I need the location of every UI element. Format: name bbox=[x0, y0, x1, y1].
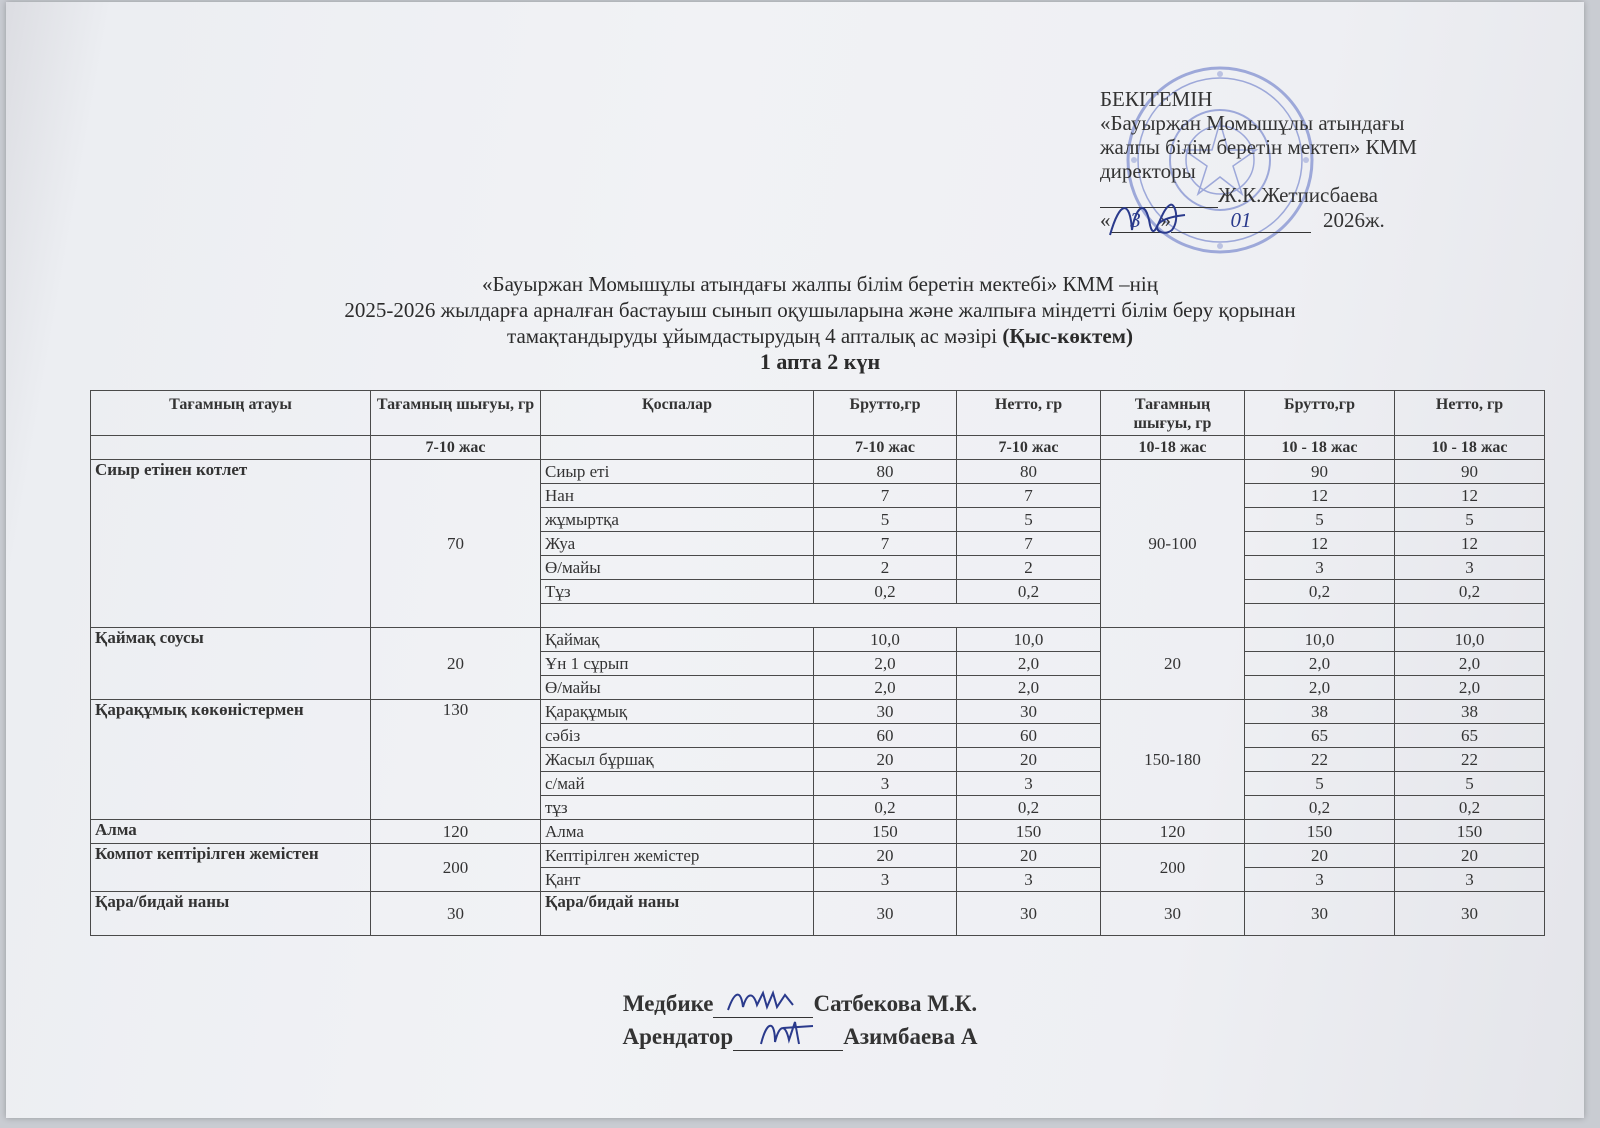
ingredient-name: Ө/майы bbox=[541, 676, 814, 700]
director-signature bbox=[1100, 190, 1190, 250]
ingredient-row bbox=[91, 700, 1545, 724]
ingredient-name: жұмыртқа bbox=[541, 508, 814, 532]
dish-name: Сиыр етінен котлет bbox=[91, 460, 371, 628]
tenant-name: Азимбаева А bbox=[843, 1024, 978, 1049]
title-line1: «Бауыржан Момышұлы атындағы жалпы білім беретін мектебі» КММ –нің bbox=[482, 272, 1158, 296]
dish-yield-10-18: 20 bbox=[1101, 628, 1245, 700]
approval-position: директоры bbox=[1100, 159, 1196, 183]
ingredient-name: Қара/бидай наны bbox=[541, 892, 814, 936]
ingredient-name: Қант bbox=[541, 868, 814, 892]
dish-yield-10-18: 30 bbox=[1101, 892, 1245, 936]
approval-signer: Ж.К.Жетписбаева bbox=[1218, 183, 1378, 207]
ingredient-row bbox=[91, 460, 1545, 484]
brutto-7-10: 0,2 bbox=[814, 580, 957, 604]
dish-name: Қарақұмық көкөністермен bbox=[91, 700, 371, 820]
netto-10-18: 12 bbox=[1395, 532, 1545, 556]
netto-7-10: 3 bbox=[957, 772, 1101, 796]
netto-10-18: 2,0 bbox=[1395, 652, 1545, 676]
nurse-signature-line bbox=[0, 991, 1600, 1018]
brutto-7-10: 10,0 bbox=[814, 628, 957, 652]
netto-7-10: 0,2 bbox=[957, 580, 1101, 604]
brutto-10-18: 10,0 bbox=[1245, 628, 1395, 652]
netto-10-18: 10,0 bbox=[1395, 628, 1545, 652]
brutto-7-10: 30 bbox=[814, 892, 957, 936]
dish-yield-7-10: 120 bbox=[371, 820, 541, 844]
netto-10-18: 5 bbox=[1395, 772, 1545, 796]
nurse-signature bbox=[723, 985, 803, 1017]
netto-7-10: 80 bbox=[957, 460, 1101, 484]
netto-10-18: 38 bbox=[1395, 700, 1545, 724]
brutto-7-10: 150 bbox=[814, 820, 957, 844]
ingredient-name: Қарақұмық bbox=[541, 700, 814, 724]
netto-10-18: 30 bbox=[1395, 892, 1545, 936]
header-cell: Брутто,гр bbox=[1245, 391, 1395, 436]
netto-10-18: 65 bbox=[1395, 724, 1545, 748]
ingredient-name: Ұн 1 сұрып bbox=[541, 652, 814, 676]
approval-heading: БЕКІТЕМІН bbox=[1100, 87, 1213, 111]
ingredient-row bbox=[91, 820, 1545, 844]
brutto-10-18: 5 bbox=[1245, 508, 1395, 532]
netto-7-10: 7 bbox=[957, 532, 1101, 556]
netto-7-10: 30 bbox=[957, 892, 1101, 936]
age-cell: 7-10 жас bbox=[371, 436, 541, 460]
ingredient-name: Жуа bbox=[541, 532, 814, 556]
netto-7-10: 7 bbox=[957, 484, 1101, 508]
dish-yield-10-18: 200 bbox=[1101, 844, 1245, 892]
ingredient-name: Нан bbox=[541, 484, 814, 508]
netto-10-18: 2,0 bbox=[1395, 676, 1545, 700]
brutto-10-18: 90 bbox=[1245, 460, 1395, 484]
ingredient-name: с/май bbox=[541, 772, 814, 796]
brutto-7-10: 30 bbox=[814, 700, 957, 724]
blank-cell bbox=[1395, 604, 1545, 628]
age-cell bbox=[91, 436, 371, 460]
dish-yield-10-18: 120 bbox=[1101, 820, 1245, 844]
date-year: 2026ж. bbox=[1323, 208, 1385, 232]
dish-name: Компот кептірілген жемістен bbox=[91, 844, 371, 892]
age-row bbox=[91, 436, 1545, 460]
age-cell bbox=[541, 436, 814, 460]
netto-10-18: 3 bbox=[1395, 556, 1545, 580]
header-cell: Тағамның шығуы, гр bbox=[1101, 391, 1245, 436]
approval-org-line2: жалпы білім беретін мектеп» КММ bbox=[1100, 135, 1417, 159]
ingredient-row bbox=[91, 844, 1545, 868]
netto-7-10: 20 bbox=[957, 748, 1101, 772]
brutto-10-18: 12 bbox=[1245, 532, 1395, 556]
header-cell: Тағамның атауы bbox=[91, 391, 371, 436]
netto-10-18: 22 bbox=[1395, 748, 1545, 772]
netto-7-10: 0,2 bbox=[957, 796, 1101, 820]
ingredient-name: Сиыр еті bbox=[541, 460, 814, 484]
brutto-7-10: 20 bbox=[814, 844, 957, 868]
brutto-10-18: 2,0 bbox=[1245, 676, 1395, 700]
ingredient-name: Кептірілген жемістер bbox=[541, 844, 814, 868]
brutto-7-10: 2,0 bbox=[814, 652, 957, 676]
brutto-7-10: 3 bbox=[814, 868, 957, 892]
netto-7-10: 10,0 bbox=[957, 628, 1101, 652]
age-cell: 10 - 18 жас bbox=[1395, 436, 1545, 460]
brutto-10-18: 38 bbox=[1245, 700, 1395, 724]
dish-yield-7-10: 70 bbox=[371, 460, 541, 628]
brutto-10-18: 3 bbox=[1245, 868, 1395, 892]
brutto-7-10: 80 bbox=[814, 460, 957, 484]
netto-7-10: 5 bbox=[957, 508, 1101, 532]
tenant-signature-line bbox=[0, 1024, 1600, 1051]
date-month: 01 bbox=[1171, 208, 1311, 233]
dish-yield-10-18: 150-180 bbox=[1101, 700, 1245, 820]
approval-date-line: « 3 » 01 2026ж. bbox=[1100, 208, 1385, 232]
approval-org-line1: «Бауыржан Момышұлы атындағы bbox=[1100, 111, 1405, 135]
ingredient-name: сәбіз bbox=[541, 724, 814, 748]
ingredient-name: Алма bbox=[541, 820, 814, 844]
ingredient-name: Тұз bbox=[541, 580, 814, 604]
netto-7-10: 60 bbox=[957, 724, 1101, 748]
brutto-7-10: 2,0 bbox=[814, 676, 957, 700]
dish-name: Қаймақ соусы bbox=[91, 628, 371, 700]
ingredient-name: Қаймақ bbox=[541, 628, 814, 652]
tenant-label: Арендатор bbox=[622, 1024, 734, 1049]
brutto-10-18: 0,2 bbox=[1245, 580, 1395, 604]
brutto-7-10: 60 bbox=[814, 724, 957, 748]
tenant-signature bbox=[753, 1016, 823, 1050]
brutto-7-10: 2 bbox=[814, 556, 957, 580]
age-cell: 7-10 жас bbox=[814, 436, 957, 460]
ingredient-row bbox=[91, 892, 1545, 936]
brutto-10-18: 5 bbox=[1245, 772, 1395, 796]
document-title bbox=[0, 271, 1600, 375]
netto-7-10: 2,0 bbox=[957, 652, 1101, 676]
brutto-10-18: 22 bbox=[1245, 748, 1395, 772]
brutto-10-18: 3 bbox=[1245, 556, 1395, 580]
nurse-signature-blank bbox=[713, 991, 813, 1018]
netto-7-10: 3 bbox=[957, 868, 1101, 892]
brutto-7-10: 3 bbox=[814, 772, 957, 796]
header-cell: Нетто, гр bbox=[1395, 391, 1545, 436]
netto-10-18: 150 bbox=[1395, 820, 1545, 844]
netto-10-18: 0,2 bbox=[1395, 796, 1545, 820]
date-day: 3 bbox=[1111, 208, 1161, 233]
dish-name: Қара/бидай наны bbox=[91, 892, 371, 936]
blank-cell bbox=[541, 604, 1101, 628]
nurse-label: Медбике bbox=[622, 991, 714, 1016]
brutto-7-10: 7 bbox=[814, 484, 957, 508]
ingredient-name: тұз bbox=[541, 796, 814, 820]
netto-7-10: 20 bbox=[957, 844, 1101, 868]
brutto-10-18: 2,0 bbox=[1245, 652, 1395, 676]
header-cell: Нетто, гр bbox=[957, 391, 1101, 436]
brutto-10-18: 0,2 bbox=[1245, 796, 1395, 820]
dish-yield-7-10: 30 bbox=[371, 892, 541, 936]
netto-10-18: 20 bbox=[1395, 844, 1545, 868]
blank-cell bbox=[1245, 604, 1395, 628]
netto-10-18: 90 bbox=[1395, 460, 1545, 484]
netto-10-18: 0,2 bbox=[1395, 580, 1545, 604]
netto-7-10: 150 bbox=[957, 820, 1101, 844]
netto-7-10: 2,0 bbox=[957, 676, 1101, 700]
title-line3: тамақтандыруды ұйымдастырудың 4 апталық ас мәзірі (Қыс-көктем) bbox=[507, 324, 1133, 348]
netto-10-18: 12 bbox=[1395, 484, 1545, 508]
ingredient-row bbox=[91, 628, 1545, 652]
season-label: (Қыс-көктем) bbox=[1002, 324, 1133, 348]
menu-table bbox=[90, 390, 1545, 936]
header-cell: Қоспалар bbox=[541, 391, 814, 436]
ingredient-name: Ө/майы bbox=[541, 556, 814, 580]
brutto-7-10: 0,2 bbox=[814, 796, 957, 820]
netto-10-18: 5 bbox=[1395, 508, 1545, 532]
age-cell: 10-18 жас bbox=[1101, 436, 1245, 460]
dish-yield-7-10: 20 bbox=[371, 628, 541, 700]
age-cell: 10 - 18 жас bbox=[1245, 436, 1395, 460]
netto-7-10: 30 bbox=[957, 700, 1101, 724]
dish-yield-7-10: 200 bbox=[371, 844, 541, 892]
brutto-7-10: 7 bbox=[814, 532, 957, 556]
netto-7-10: 2 bbox=[957, 556, 1101, 580]
age-cell: 7-10 жас bbox=[957, 436, 1101, 460]
brutto-10-18: 12 bbox=[1245, 484, 1395, 508]
header-row bbox=[91, 391, 1545, 436]
dish-yield-10-18: 90-100 bbox=[1101, 460, 1245, 628]
brutto-7-10: 20 bbox=[814, 748, 957, 772]
menu-body bbox=[91, 460, 1545, 936]
header-cell: Брутто,гр bbox=[814, 391, 957, 436]
brutto-10-18: 150 bbox=[1245, 820, 1395, 844]
week-day-label: 1 апта 2 күн bbox=[759, 349, 881, 374]
brutto-10-18: 30 bbox=[1245, 892, 1395, 936]
netto-10-18: 3 bbox=[1395, 868, 1545, 892]
brutto-7-10: 5 bbox=[814, 508, 957, 532]
dish-yield-7-10: 130 bbox=[371, 700, 541, 820]
nurse-name: Сатбекова М.К. bbox=[813, 991, 978, 1016]
brutto-10-18: 20 bbox=[1245, 844, 1395, 868]
ingredient-name: Жасыл бұршақ bbox=[541, 748, 814, 772]
dish-name: Алма bbox=[91, 820, 371, 844]
header-cell: Тағамның шығуы, гр bbox=[371, 391, 541, 436]
tenant-signature-blank bbox=[733, 1024, 843, 1051]
title-line2: 2025-2026 жылдарға арналған бастауыш сынып оқушыларына және жалпыға міндетті білім беру қорынан bbox=[344, 298, 1296, 322]
brutto-10-18: 65 bbox=[1245, 724, 1395, 748]
